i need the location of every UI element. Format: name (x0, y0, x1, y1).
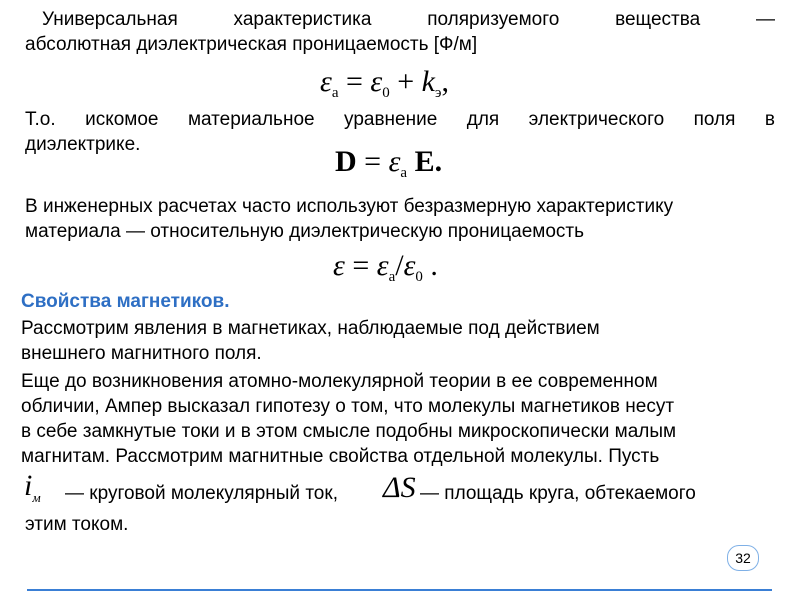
paragraph-line: Т.о. искомое материальное уравнение для электрического поля в (25, 109, 775, 130)
symbol-delta-s (383, 472, 416, 504)
formula-symbol: ΔS (383, 471, 416, 504)
formula-symbol: D (335, 145, 357, 178)
formula-symbol: ε (376, 249, 389, 282)
formula-operator: + (397, 65, 415, 98)
formula-symbol: ε (388, 145, 401, 178)
paragraph-line: абсолютная диэлектрическая проницаемость [Ф/м] (25, 34, 478, 55)
paragraph-line: диэлектрике. (25, 134, 141, 155)
formula-symbol: ε (333, 249, 345, 282)
footer-divider (27, 589, 772, 591)
paragraph-line: — круговой молекулярный ток, (65, 483, 338, 504)
formula-subscript: э (435, 85, 442, 101)
formula-symbol: ε (370, 65, 383, 98)
formula-symbol: k (421, 65, 435, 98)
page-number-badge (727, 545, 759, 571)
paragraph-line: материала — относительную диэлектрическую проницаемость (25, 221, 585, 242)
formula-operator: = (346, 65, 363, 98)
paragraph-line: магнитам. Рассмотрим магнитные свойства отдельной молекулы. Пусть (21, 446, 660, 467)
formula-symbol: ε (403, 249, 416, 282)
formula-subscript: a (400, 165, 408, 181)
paragraph-line: Универсальная характеристика поляризуемого вещества — (42, 9, 775, 30)
formula-operator: = (364, 145, 382, 178)
formula-subscript: м (32, 490, 41, 505)
paragraph-line: этим током. (25, 514, 129, 535)
formula-symbol: ε (320, 65, 332, 98)
formula-symbol: i (24, 469, 33, 502)
paragraph-line: Еще до возникновения атомно-молекулярной теории в ее современном (21, 371, 658, 392)
formula-absolute-permittivity (320, 64, 449, 111)
paragraph-line: внешнего магнитного поля. (21, 343, 262, 364)
formula-subscript: 0 (382, 85, 390, 101)
formula-subscript: a (331, 85, 339, 101)
symbol-molecular-current (24, 470, 41, 514)
formula-operator: / (395, 249, 404, 282)
formula-relative-permittivity (333, 248, 438, 295)
formula-subscript: 0 (415, 269, 423, 285)
formula-punct: . (430, 249, 438, 282)
formula-subscript: a (388, 269, 396, 285)
formula-material-equation (335, 144, 442, 191)
paragraph-line: в себе замкнутые токи и в этом смысле подобны микроскопически малым (21, 421, 677, 442)
section-heading: Свойства магнетиков. (21, 291, 230, 312)
formula-symbol: E. (414, 145, 443, 178)
paragraph-line: — площадь круга, обтекаемого (420, 483, 696, 504)
formula-operator: = (352, 249, 370, 282)
paragraph-line: Рассмотрим явления в магнетиках, наблюдаемые под действием (21, 318, 600, 339)
page-number: 32 (735, 550, 751, 566)
paragraph-line: В инженерных расчетах часто используют безразмерную характеристику (25, 196, 674, 217)
formula-punct: , (441, 65, 449, 98)
paragraph-line: обличии, Ампер высказал гипотезу о том, что молекулы магнетиков несут (21, 396, 675, 417)
